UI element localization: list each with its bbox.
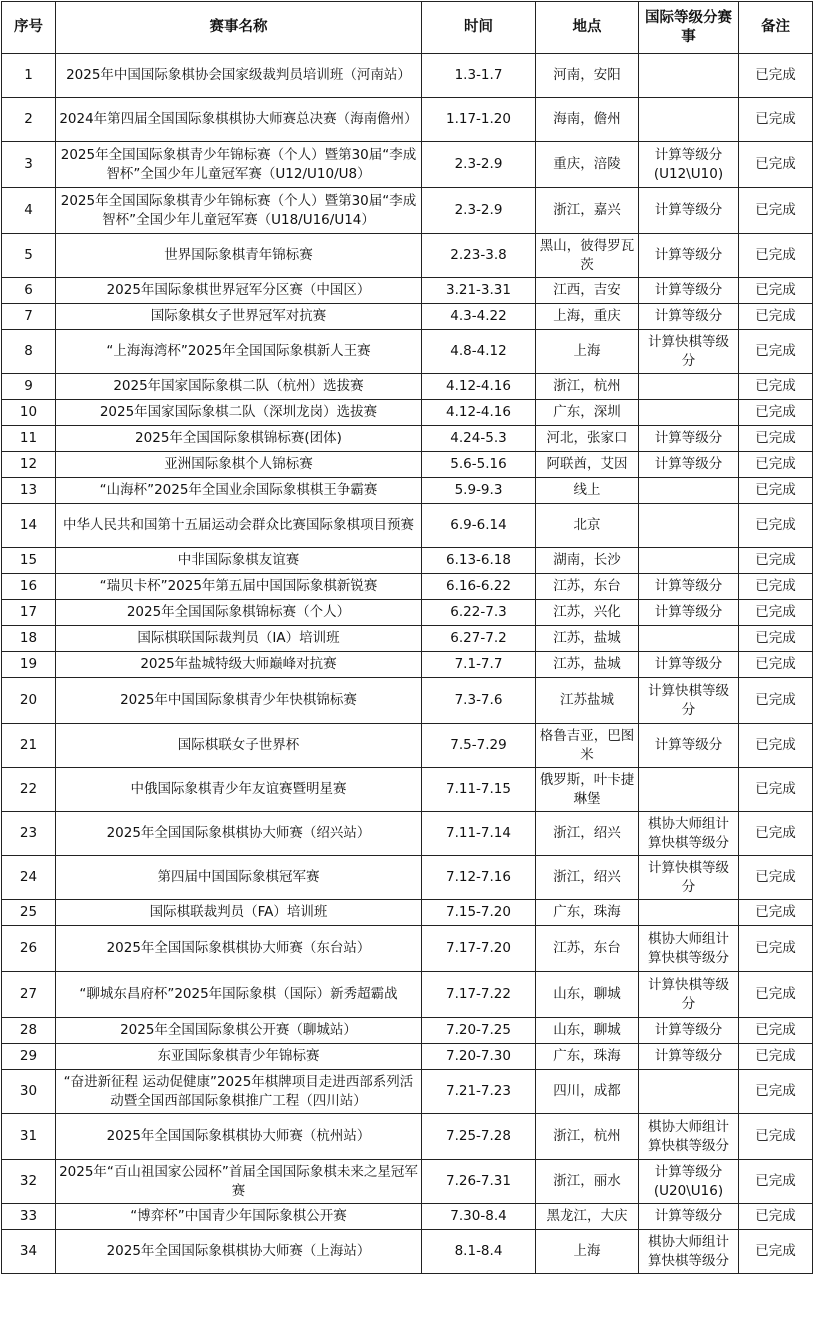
cell-place: 江苏，盐城	[536, 652, 639, 678]
table-row	[2, 1230, 813, 1274]
cell-time: 3.21-3.31	[422, 278, 536, 304]
cell-note: 已完成	[739, 856, 813, 900]
cell-event-name: 2025年全国国际象棋锦标赛(团体)	[56, 426, 422, 452]
cell-number: 5	[2, 234, 56, 278]
cell-time: 6.9-6.14	[422, 504, 536, 548]
cell-number: 34	[2, 1230, 56, 1274]
cell-place: 浙江，丽水	[536, 1160, 639, 1204]
table-row	[2, 652, 813, 678]
cell-rating	[639, 400, 739, 426]
cell-rating	[639, 374, 739, 400]
cell-note: 已完成	[739, 478, 813, 504]
table-row	[2, 330, 813, 374]
cell-note: 已完成	[739, 626, 813, 652]
cell-time: 7.30-8.4	[422, 1204, 536, 1230]
cell-time: 7.17-7.22	[422, 972, 536, 1018]
cell-number: 7	[2, 304, 56, 330]
cell-number: 3	[2, 142, 56, 188]
cell-time: 6.27-7.2	[422, 626, 536, 652]
cell-place: 广东，珠海	[536, 1044, 639, 1070]
cell-rating: 棋协大师组计算快棋等级分	[639, 1114, 739, 1160]
cell-place: 浙江，绍兴	[536, 856, 639, 900]
cell-note: 已完成	[739, 98, 813, 142]
table-row	[2, 452, 813, 478]
cell-event-name: 2025年全国国际象棋棋协大师赛（杭州站）	[56, 1114, 422, 1160]
cell-note: 已完成	[739, 574, 813, 600]
cell-time: 4.8-4.12	[422, 330, 536, 374]
cell-note: 已完成	[739, 1044, 813, 1070]
table-row	[2, 972, 813, 1018]
cell-rating: 计算等级分	[639, 188, 739, 234]
cell-rating	[639, 768, 739, 812]
cell-rating: 计算等级分	[639, 1204, 739, 1230]
cell-number: 12	[2, 452, 56, 478]
cell-event-name: 2025年全国国际象棋青少年锦标赛（个人）暨第30届“李成智杯”全国少年儿童冠军赛（U12/U10/U8）	[56, 142, 422, 188]
table-row	[2, 1160, 813, 1204]
cell-number: 33	[2, 1204, 56, 1230]
cell-rating: 计算等级分	[639, 724, 739, 768]
cell-number: 16	[2, 574, 56, 600]
table-row	[2, 926, 813, 972]
cell-event-name: 2025年中国国际象棋协会国家级裁判员培训班（河南站）	[56, 54, 422, 98]
cell-place: 江苏，盐城	[536, 626, 639, 652]
cell-note: 已完成	[739, 1230, 813, 1274]
table-row	[2, 504, 813, 548]
cell-time: 7.11-7.15	[422, 768, 536, 812]
cell-time: 4.12-4.16	[422, 374, 536, 400]
cell-event-name: “奋进新征程 运动促健康”2025年棋牌项目走进西部系列活动暨全国西部国际象棋推广工程（四川站）	[56, 1070, 422, 1114]
cell-place: 山东，聊城	[536, 1018, 639, 1044]
cell-note: 已完成	[739, 1018, 813, 1044]
cell-event-name: 中俄国际象棋青少年友谊赛暨明星赛	[56, 768, 422, 812]
cell-place: 浙江，绍兴	[536, 812, 639, 856]
cell-number: 10	[2, 400, 56, 426]
table-row	[2, 1204, 813, 1230]
cell-event-name: 国际棋联裁判员（FA）培训班	[56, 900, 422, 926]
cell-number: 18	[2, 626, 56, 652]
cell-event-name: “山海杯”2025年全国业余国际象棋棋王争霸赛	[56, 478, 422, 504]
cell-time: 7.12-7.16	[422, 856, 536, 900]
cell-place: 浙江，杭州	[536, 1114, 639, 1160]
cell-time: 4.12-4.16	[422, 400, 536, 426]
cell-place: 黑山，彼得罗瓦茨	[536, 234, 639, 278]
cell-place: 上海，重庆	[536, 304, 639, 330]
cell-time: 4.3-4.22	[422, 304, 536, 330]
cell-event-name: 世界国际象棋青年锦标赛	[56, 234, 422, 278]
cell-time: 7.3-7.6	[422, 678, 536, 724]
cell-event-name: 2025年全国国际象棋青少年锦标赛（个人）暨第30届“李成智杯”全国少年儿童冠军赛（U18/U16/U14）	[56, 188, 422, 234]
table-row	[2, 374, 813, 400]
cell-time: 7.21-7.23	[422, 1070, 536, 1114]
table-row	[2, 724, 813, 768]
cell-note: 已完成	[739, 1114, 813, 1160]
cell-place: 浙江，嘉兴	[536, 188, 639, 234]
cell-number: 22	[2, 768, 56, 812]
cell-event-name: 2025年“百山祖国家公园杯”首届全国国际象棋未来之星冠军赛	[56, 1160, 422, 1204]
cell-time: 7.5-7.29	[422, 724, 536, 768]
table-row	[2, 600, 813, 626]
cell-rating: 计算等级分	[639, 304, 739, 330]
cell-time: 6.16-6.22	[422, 574, 536, 600]
cell-place: 格鲁吉亚，巴图米	[536, 724, 639, 768]
cell-rating	[639, 54, 739, 98]
cell-number: 1	[2, 54, 56, 98]
cell-event-name: “瑞贝卡杯”2025年第五届中国国际象棋新锐赛	[56, 574, 422, 600]
header-row	[2, 2, 813, 54]
cell-place: 俄罗斯，叶卡捷琳堡	[536, 768, 639, 812]
table-row	[2, 678, 813, 724]
cell-note: 已完成	[739, 400, 813, 426]
table-row	[2, 278, 813, 304]
cell-note: 已完成	[739, 142, 813, 188]
schedule-table	[1, 1, 813, 1274]
cell-rating: 计算等级分	[639, 426, 739, 452]
cell-place: 北京	[536, 504, 639, 548]
cell-place: 山东，聊城	[536, 972, 639, 1018]
cell-note: 已完成	[739, 768, 813, 812]
cell-time: 7.11-7.14	[422, 812, 536, 856]
cell-time: 1.17-1.20	[422, 98, 536, 142]
cell-number: 30	[2, 1070, 56, 1114]
cell-rating: 计算等级分	[639, 574, 739, 600]
cell-time: 8.1-8.4	[422, 1230, 536, 1274]
cell-number: 26	[2, 926, 56, 972]
header-number: 序号	[2, 2, 56, 54]
header-place: 地点	[536, 2, 639, 54]
cell-number: 32	[2, 1160, 56, 1204]
cell-note: 已完成	[739, 452, 813, 478]
cell-time: 7.1-7.7	[422, 652, 536, 678]
cell-place: 河南，安阳	[536, 54, 639, 98]
table-row	[2, 574, 813, 600]
cell-note: 已完成	[739, 724, 813, 768]
cell-place: 阿联酋，艾因	[536, 452, 639, 478]
cell-event-name: 2025年全国国际象棋棋协大师赛（绍兴站）	[56, 812, 422, 856]
cell-time: 7.25-7.28	[422, 1114, 536, 1160]
cell-note: 已完成	[739, 812, 813, 856]
cell-number: 19	[2, 652, 56, 678]
cell-number: 9	[2, 374, 56, 400]
cell-rating: 计算快棋等级分	[639, 972, 739, 1018]
cell-number: 24	[2, 856, 56, 900]
cell-rating	[639, 548, 739, 574]
cell-rating: 计算等级分	[639, 652, 739, 678]
table-row	[2, 478, 813, 504]
cell-place: 河北，张家口	[536, 426, 639, 452]
cell-time: 5.9-9.3	[422, 478, 536, 504]
cell-event-name: 2025年盐城特级大师巅峰对抗赛	[56, 652, 422, 678]
cell-note: 已完成	[739, 54, 813, 98]
cell-place: 上海	[536, 1230, 639, 1274]
cell-event-name: 2025年全国国际象棋锦标赛（个人）	[56, 600, 422, 626]
cell-rating: 棋协大师组计算快棋等级分	[639, 926, 739, 972]
cell-place: 江苏，兴化	[536, 600, 639, 626]
cell-rating: 计算快棋等级分	[639, 856, 739, 900]
cell-event-name: 2025年全国国际象棋棋协大师赛（东台站）	[56, 926, 422, 972]
cell-place: 线上	[536, 478, 639, 504]
cell-place: 浙江，杭州	[536, 374, 639, 400]
cell-number: 6	[2, 278, 56, 304]
cell-event-name: 2025年国家国际象棋二队（杭州）选拔赛	[56, 374, 422, 400]
cell-place: 广东，深圳	[536, 400, 639, 426]
cell-time: 7.17-7.20	[422, 926, 536, 972]
cell-event-name: 2025年中国国际象棋青少年快棋锦标赛	[56, 678, 422, 724]
cell-time: 2.3-2.9	[422, 142, 536, 188]
cell-rating: 计算等级分(U20\U16)	[639, 1160, 739, 1204]
table-row	[2, 1044, 813, 1070]
cell-note: 已完成	[739, 900, 813, 926]
cell-note: 已完成	[739, 972, 813, 1018]
cell-event-name: 中非国际象棋友谊赛	[56, 548, 422, 574]
table-row	[2, 142, 813, 188]
header-event-name: 赛事名称	[56, 2, 422, 54]
header-time: 时间	[422, 2, 536, 54]
cell-note: 已完成	[739, 330, 813, 374]
cell-number: 20	[2, 678, 56, 724]
cell-time: 5.6-5.16	[422, 452, 536, 478]
cell-number: 13	[2, 478, 56, 504]
cell-note: 已完成	[739, 188, 813, 234]
cell-number: 21	[2, 724, 56, 768]
cell-time: 7.26-7.31	[422, 1160, 536, 1204]
cell-place: 广东，珠海	[536, 900, 639, 926]
cell-number: 15	[2, 548, 56, 574]
cell-rating: 计算等级分	[639, 234, 739, 278]
cell-note: 已完成	[739, 678, 813, 724]
cell-event-name: 东亚国际象棋青少年锦标赛	[56, 1044, 422, 1070]
cell-rating: 计算等级分	[639, 278, 739, 304]
table-row	[2, 1070, 813, 1114]
cell-number: 11	[2, 426, 56, 452]
cell-place: 海南，儋州	[536, 98, 639, 142]
cell-rating	[639, 900, 739, 926]
cell-rating	[639, 478, 739, 504]
cell-time: 7.20-7.30	[422, 1044, 536, 1070]
cell-event-name: 第四届中国国际象棋冠军赛	[56, 856, 422, 900]
cell-rating: 计算等级分	[639, 1018, 739, 1044]
cell-event-name: 国际棋联国际裁判员（IA）培训班	[56, 626, 422, 652]
table-row	[2, 188, 813, 234]
cell-note: 已完成	[739, 652, 813, 678]
cell-event-name: 中华人民共和国第十五届运动会群众比赛国际象棋项目预赛	[56, 504, 422, 548]
cell-note: 已完成	[739, 548, 813, 574]
table-row	[2, 54, 813, 98]
cell-place: 江苏盐城	[536, 678, 639, 724]
cell-rating	[639, 98, 739, 142]
cell-number: 17	[2, 600, 56, 626]
cell-note: 已完成	[739, 426, 813, 452]
table-row	[2, 1114, 813, 1160]
table-row	[2, 626, 813, 652]
cell-rating: 计算等级分	[639, 1044, 739, 1070]
cell-event-name: 国际棋联女子世界杯	[56, 724, 422, 768]
table-row	[2, 304, 813, 330]
header-note: 备注	[739, 2, 813, 54]
cell-place: 黑龙江，大庆	[536, 1204, 639, 1230]
cell-rating: 计算快棋等级分	[639, 678, 739, 724]
cell-note: 已完成	[739, 278, 813, 304]
cell-event-name: 2025年国际象棋世界冠军分区赛（中国区）	[56, 278, 422, 304]
cell-note: 已完成	[739, 926, 813, 972]
cell-rating	[639, 504, 739, 548]
cell-event-name: 2025年国家国际象棋二队（深圳龙岗）选拔赛	[56, 400, 422, 426]
cell-note: 已完成	[739, 304, 813, 330]
table-row	[2, 400, 813, 426]
table-row	[2, 812, 813, 856]
cell-rating: 棋协大师组计算快棋等级分	[639, 1230, 739, 1274]
table-row	[2, 98, 813, 142]
cell-note: 已完成	[739, 1160, 813, 1204]
cell-event-name: “上海海湾杯”2025年全国国际象棋新人王赛	[56, 330, 422, 374]
schedule-table-container	[1, 1, 812, 1274]
cell-place: 重庆，涪陵	[536, 142, 639, 188]
cell-rating: 棋协大师组计算快棋等级分	[639, 812, 739, 856]
cell-note: 已完成	[739, 600, 813, 626]
cell-number: 28	[2, 1018, 56, 1044]
table-row	[2, 1018, 813, 1044]
table-row	[2, 900, 813, 926]
cell-number: 4	[2, 188, 56, 234]
table-row	[2, 768, 813, 812]
cell-time: 7.20-7.25	[422, 1018, 536, 1044]
cell-event-name: 国际象棋女子世界冠军对抗赛	[56, 304, 422, 330]
cell-rating: 计算等级分(U12\U10)	[639, 142, 739, 188]
cell-place: 江西，吉安	[536, 278, 639, 304]
cell-number: 8	[2, 330, 56, 374]
cell-place: 湖南，长沙	[536, 548, 639, 574]
cell-number: 25	[2, 900, 56, 926]
cell-number: 27	[2, 972, 56, 1018]
table-row	[2, 548, 813, 574]
cell-event-name: 2025年全国国际象棋公开赛（聊城站）	[56, 1018, 422, 1044]
cell-number: 2	[2, 98, 56, 142]
table-row	[2, 234, 813, 278]
cell-place: 江苏，东台	[536, 926, 639, 972]
table-row	[2, 856, 813, 900]
cell-event-name: “聊城东昌府杯”2025年国际象棋（国际）新秀超霸战	[56, 972, 422, 1018]
cell-time: 7.15-7.20	[422, 900, 536, 926]
cell-event-name: 2024年第四届全国国际象棋棋协大师赛总决赛（海南儋州）	[56, 98, 422, 142]
cell-time: 6.22-7.3	[422, 600, 536, 626]
cell-rating: 计算等级分	[639, 452, 739, 478]
cell-event-name: “博弈杯”中国青少年国际象棋公开赛	[56, 1204, 422, 1230]
cell-note: 已完成	[739, 1070, 813, 1114]
cell-number: 29	[2, 1044, 56, 1070]
cell-place: 上海	[536, 330, 639, 374]
cell-rating	[639, 626, 739, 652]
cell-event-name: 2025年全国国际象棋棋协大师赛（上海站）	[56, 1230, 422, 1274]
cell-time: 1.3-1.7	[422, 54, 536, 98]
cell-time: 6.13-6.18	[422, 548, 536, 574]
cell-event-name: 亚洲国际象棋个人锦标赛	[56, 452, 422, 478]
cell-time: 4.24-5.3	[422, 426, 536, 452]
header-rating: 国际等级分赛事	[639, 2, 739, 54]
table-row	[2, 426, 813, 452]
cell-place: 江苏，东台	[536, 574, 639, 600]
cell-note: 已完成	[739, 234, 813, 278]
cell-rating	[639, 1070, 739, 1114]
cell-time: 2.23-3.8	[422, 234, 536, 278]
cell-rating: 计算快棋等级分	[639, 330, 739, 374]
cell-number: 31	[2, 1114, 56, 1160]
cell-rating: 计算等级分	[639, 600, 739, 626]
cell-number: 23	[2, 812, 56, 856]
cell-place: 四川，成都	[536, 1070, 639, 1114]
cell-note: 已完成	[739, 504, 813, 548]
cell-note: 已完成	[739, 1204, 813, 1230]
cell-time: 2.3-2.9	[422, 188, 536, 234]
cell-note: 已完成	[739, 374, 813, 400]
cell-number: 14	[2, 504, 56, 548]
